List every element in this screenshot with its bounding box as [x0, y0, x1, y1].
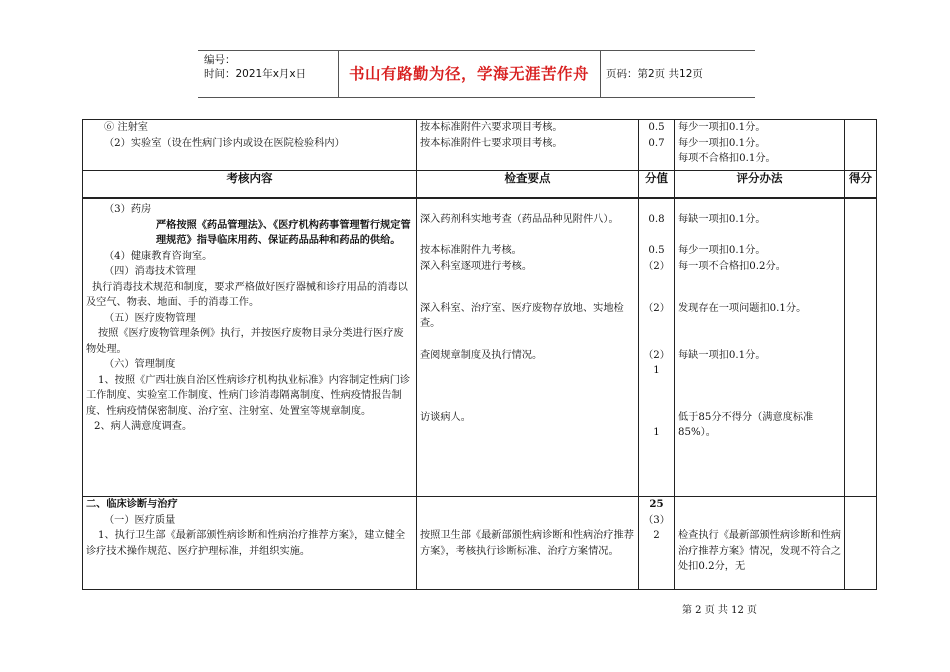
- content-line: 1、执行卫生部《最新部颁性病诊断和性病治疗推荐方案》，建立健全诊疗技术操作规范、医疗护理标准，并组织实施。: [86, 530, 406, 557]
- method-line: 每少一项扣0.1分。: [678, 137, 766, 149]
- content-line: （六）管理制度: [104, 359, 176, 370]
- method-line: 检查执行《最新部颁性病诊断和性病治疗推荐方案》情况，发现不符合之处扣0.2分，无: [678, 530, 841, 572]
- check-point: 深入科室逐项进行考核。: [420, 260, 533, 272]
- header-method: 评分办法: [675, 171, 845, 199]
- score-value: 0.7: [648, 137, 665, 149]
- content-line: （四）消毒技术管理: [104, 266, 196, 277]
- score-value: 1: [653, 365, 660, 376]
- table-row: [83, 497, 877, 590]
- content-line: 执行消毒技术规范和制度，要求严格做好医疗器械和诊疗用品的消毒以及空气、物表、地面、手的消毒工作。: [86, 281, 408, 308]
- header-page-label: 页码：第2页 共12页: [606, 68, 703, 80]
- number-label: 编号：: [204, 54, 236, 66]
- score-value: （2）: [643, 302, 670, 314]
- page-header: [198, 50, 755, 98]
- content-line: （五）医疗废物管理: [104, 312, 196, 324]
- method-line: 每项不合格扣0.1分。: [678, 153, 776, 164]
- check-point: 深入科室、治疗室、医疗废物存放地、实地检查。: [420, 302, 624, 329]
- assessment-table: [82, 119, 877, 590]
- content-line: 2、病人满意度调查。: [94, 421, 193, 432]
- check-point: 按本标准附件六要求项目考核。: [420, 122, 563, 133]
- header-meta: [198, 51, 338, 97]
- content-line: 按照《医疗废物管理条例》执行，并按医疗废物目录分类进行医疗废物处理。: [86, 328, 404, 355]
- time-label: 时间：2021年x月x日: [204, 68, 307, 80]
- score-value: （3）: [643, 514, 670, 526]
- content-line: 1、按照《广西壮族自治区性病诊疗机构执业标准》内容制定性病门诊工作制度、实验室工作制度、性病门诊消毒隔离制度、性病疫情报告制度、性病疫情保密制度、治疗室、注射室、处置室等规章制度。: [86, 374, 411, 417]
- header-motto: 书山有路勤为径，学海无涯苦作舟: [348, 65, 589, 83]
- content-line: 严格按照《药品管理法》、《医疗机构药事管理暂行规定管理规范》指导临床用药、保证药品品种和药品的供给。: [156, 218, 411, 246]
- method-line: 每少一项扣0.1分。: [678, 122, 766, 133]
- table-header-row: [83, 171, 877, 199]
- content-line: （3）药房: [104, 204, 152, 215]
- method-line: 发现存在一项问题扣0.1分。: [678, 302, 807, 314]
- header-content: 考核内容: [83, 171, 417, 199]
- check-point: 按本标准附件九考核。: [420, 245, 522, 256]
- table-row: [83, 120, 877, 171]
- content-line: （一）医疗质量: [104, 514, 176, 526]
- header-got: 得分: [845, 171, 877, 199]
- score-value: 0.8: [648, 214, 665, 225]
- score-value: 0.5: [648, 122, 665, 133]
- method-line: 每少一项扣0.1分。: [678, 245, 766, 256]
- content-line: （4）健康教育咨询室。: [104, 250, 213, 262]
- check-point: 按照卫生部《最新部颁性病诊断和性病治疗推荐方案》，考核执行诊断标准、治疗方案情况。: [420, 530, 634, 557]
- check-point: 按本标准附件七要求项目考核。: [420, 137, 563, 149]
- method-line: 每一项不合格扣0.2分。: [678, 260, 786, 272]
- score-value: 2: [653, 530, 660, 541]
- section-title: 二、临床诊断与治疗: [86, 498, 178, 510]
- check-point: 深入药剂科实地考查（药品品种见附件八）。: [420, 214, 619, 225]
- score-value: 25: [649, 498, 664, 510]
- method-line: 每缺一项扣0.1分。: [678, 214, 766, 225]
- check-point: 查阅规章制度及执行情况。: [420, 349, 543, 361]
- score-value: 0.5: [648, 245, 665, 256]
- score-value: （2）: [643, 349, 670, 361]
- table-row: [83, 198, 877, 497]
- score-value: （2）: [643, 260, 670, 272]
- method-line: 每缺一项扣0.1分。: [678, 349, 766, 361]
- header-points: 检查要点: [417, 171, 639, 199]
- check-point: 访谈病人。: [420, 411, 471, 423]
- content-line: ⑥ 注射室: [104, 122, 148, 133]
- method-line: 低于85分不得分（满意度标准85%）。: [678, 411, 814, 438]
- page-footer: 第 2 页 共 12 页: [682, 605, 757, 616]
- score-value: 1: [653, 427, 660, 438]
- header-score: 分值: [639, 171, 675, 199]
- content-line: （2）实验室（设在性病门诊内或设在医院检验科内）: [104, 137, 345, 149]
